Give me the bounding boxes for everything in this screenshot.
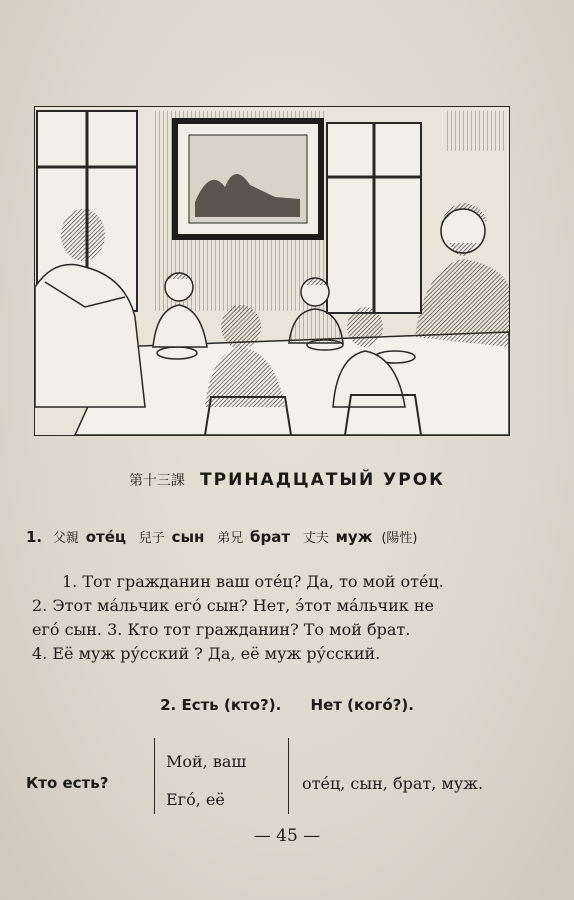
vocab-cjk-4: 丈夫 bbox=[302, 531, 329, 546]
lesson-number-cjk: 第十三課 bbox=[128, 473, 185, 489]
table-question: Кто есть? bbox=[26, 774, 109, 792]
vocab-ru-4: муж bbox=[335, 528, 373, 546]
grammar-table bbox=[26, 738, 536, 816]
family-dinner-illustration bbox=[34, 106, 510, 436]
passage-line-2: 2. Этот ма́льчик его́ сын? Нет, э́тот ма́льчик не bbox=[32, 596, 434, 615]
section-2-left: 2. Есть (кто?). bbox=[160, 696, 282, 714]
vocab-cjk-2: 兒子 bbox=[138, 531, 165, 546]
vocab-number: 1. bbox=[26, 528, 43, 546]
table-pronouns-2: Его́, её bbox=[166, 790, 225, 809]
table-nouns: оте́ц, сын, брат, муж. bbox=[302, 774, 484, 793]
table-divider-right bbox=[288, 738, 289, 814]
section-2-right: Нет (кого́?). bbox=[310, 696, 414, 714]
table-divider-left bbox=[154, 738, 155, 814]
passage-line-1: 1. Тот гражданин ваш оте́ц? Да, то мой оте́ц. bbox=[62, 572, 444, 591]
table-pronouns-1: Мой, ваш bbox=[166, 752, 247, 771]
page-number: — 45 — bbox=[253, 826, 321, 846]
lesson-title: ТРИНАДЦАТЫЙ УРОК bbox=[200, 470, 446, 490]
vocab-gender-note: (陽性) bbox=[381, 531, 418, 546]
passage-line-3: его́ сын. 3. Кто тот гражданин? То мой брат. bbox=[32, 620, 411, 639]
lesson-heading bbox=[0, 470, 574, 490]
vocab-cjk-3: 弟兄 bbox=[217, 531, 244, 546]
section-2-heading bbox=[0, 696, 574, 714]
vocab-cjk-1: 父親 bbox=[52, 531, 79, 546]
vocab-ru-2: сын bbox=[171, 528, 205, 546]
reading-passage bbox=[32, 570, 510, 666]
passage-line-4: 4. Её муж ру́сский ? Да, её муж ру́сский. bbox=[32, 644, 381, 663]
vocab-ru-1: оте́ц bbox=[85, 528, 127, 546]
vocabulary-line bbox=[26, 527, 546, 546]
vocab-ru-3: брат bbox=[250, 528, 291, 546]
